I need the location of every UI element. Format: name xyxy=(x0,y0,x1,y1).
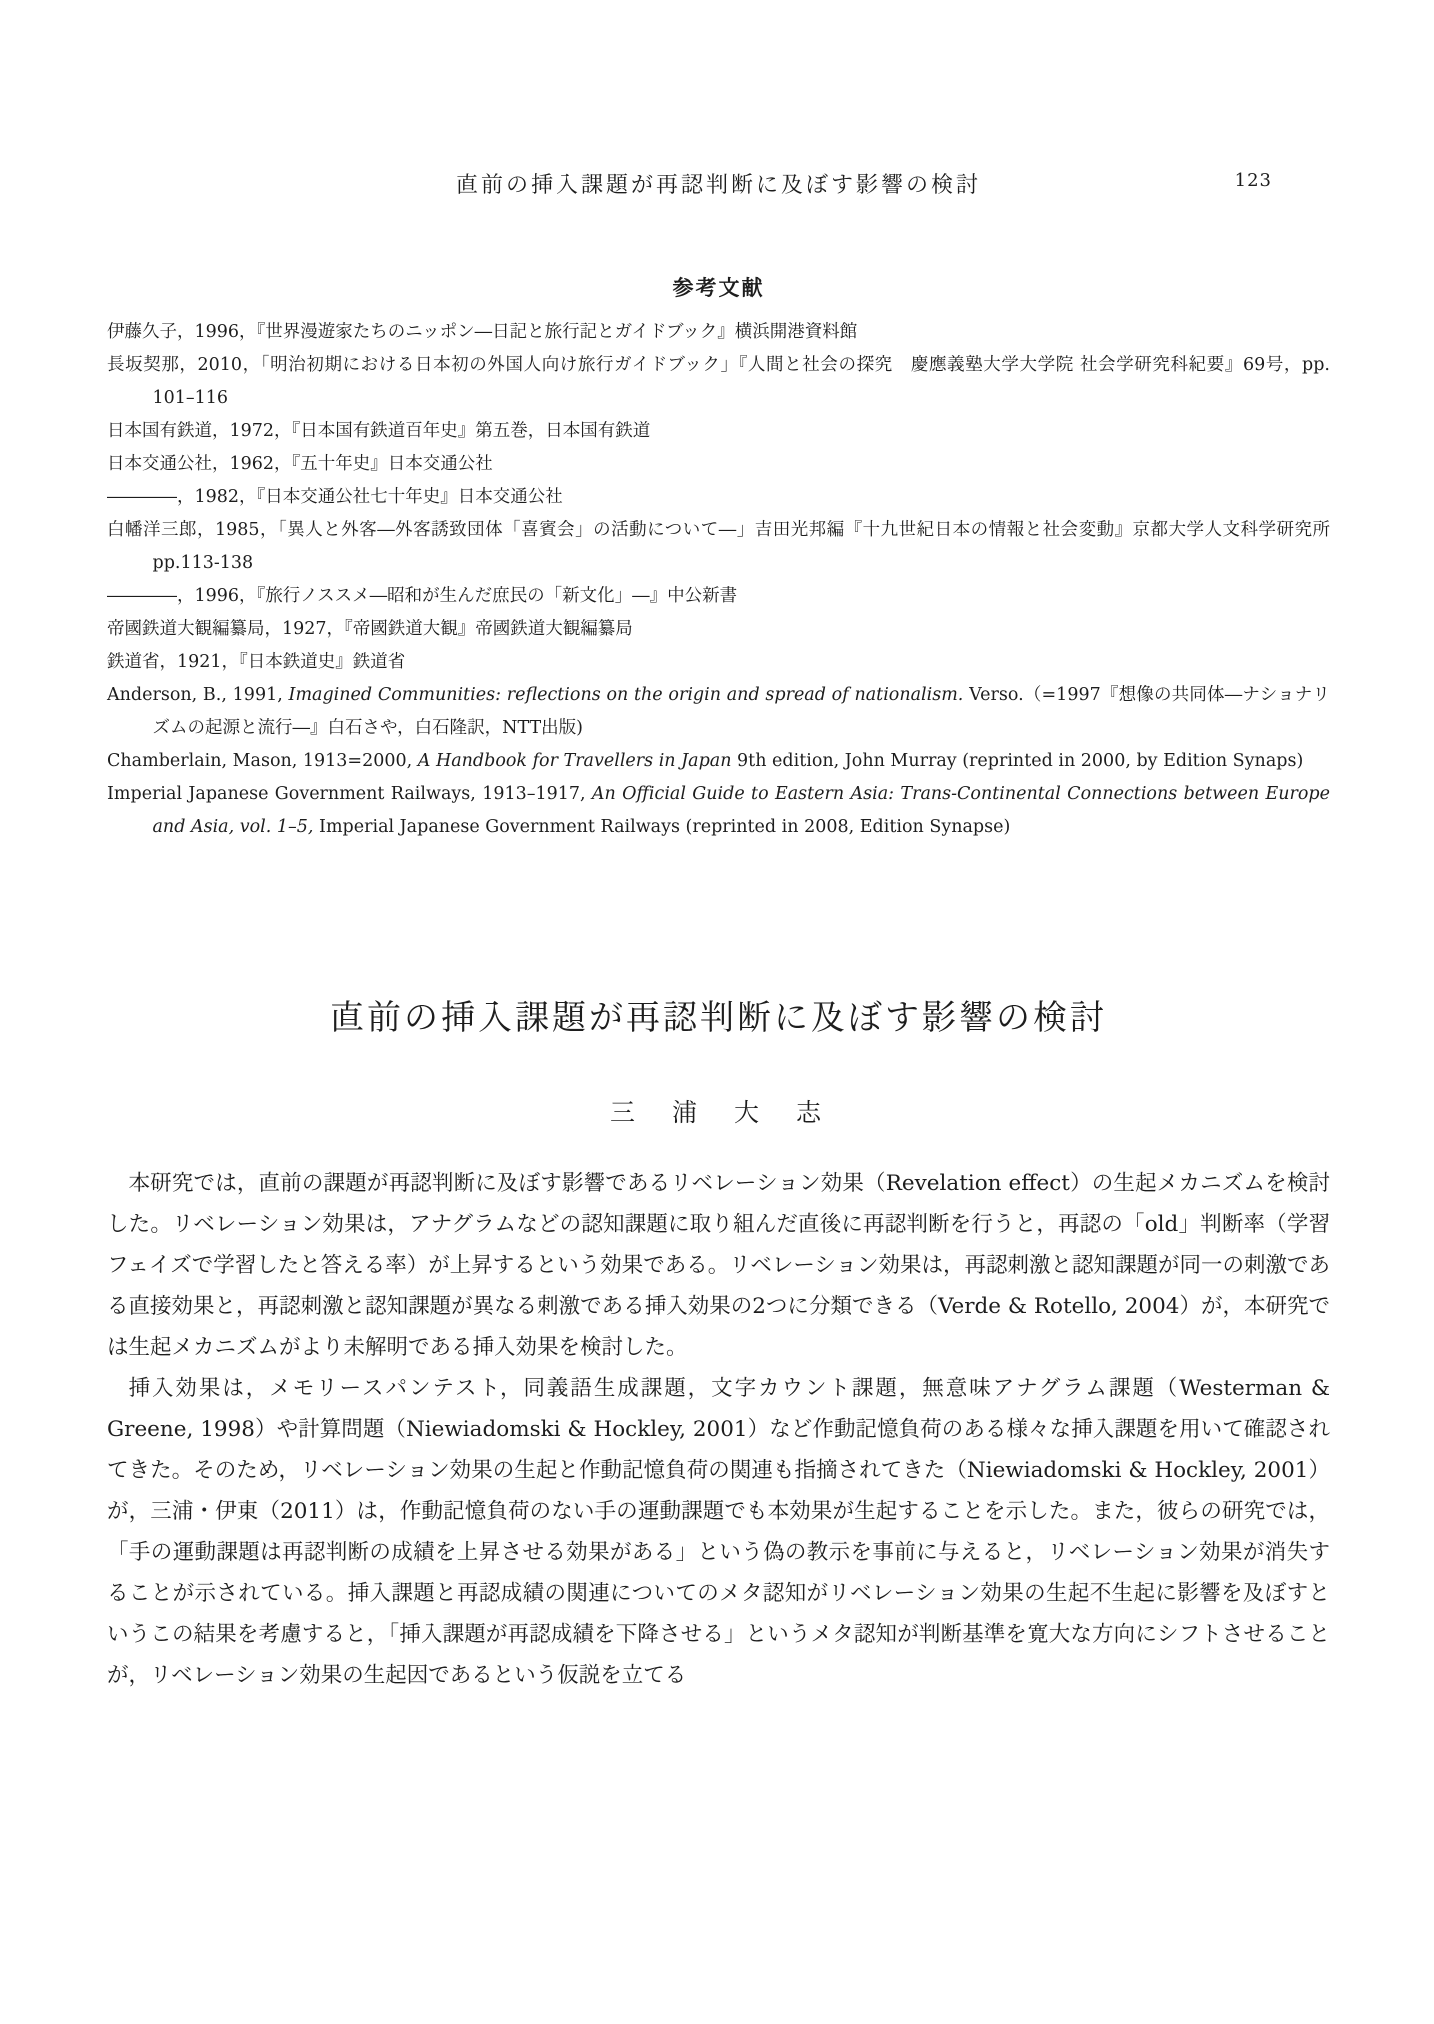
abstract-paragraph: 本研究では，直前の課題が再認判断に及ぼす影響であるリベレーション効果（Revelation effect）の生起メカニズムを検討した。リベレーション効果は，アナグラムなどの認知課題に取り組んだ直後に再認判断を行うと，再認の「old」判断率（学習フェイズで学習したと答える率）が上昇するという効果である。リベレーション効果は，再認刺激と認知課題が同一の刺激である直接効果と，再認刺激と認知課題が異なる刺激である挿入効果の2つに分類できる（Verde & Rotello, 2004）が，本研究では生起メカニズムがより未解明である挿入効果を検討した。 xyxy=(107,1171,1330,1360)
reference-entry: 鉄道省，1921，『日本鉄道史』鉄道省 xyxy=(107,652,406,672)
reference-entry: 伊藤久子，1996，『世界漫遊家たちのニッポン―日記と旅行記とガイドブック』横浜開港資料館 xyxy=(107,322,858,342)
article-title: 直前の挿入課題が再認判断に及ぼす影響の検討 xyxy=(330,998,1107,1038)
reference-entry: ――――，1982，『日本交通公社七十年史』日本交通公社 xyxy=(107,487,563,507)
abstract-body xyxy=(107,1163,1330,1696)
references-heading: 参考文献 xyxy=(672,275,765,300)
reference-list xyxy=(107,316,1330,844)
page-number: 123 xyxy=(1234,170,1272,191)
running-title: 直前の挿入課題が再認判断に及ぼす影響の検討 xyxy=(455,173,981,198)
reference-entry: Anderson, B., 1991, Imagined Communities: reflections on the origin and spread of nationalism. Verso.（=1997『想像の共同体―ナショナリズムの起源と流行―』白石さや，白石隆訳，NTT出版) xyxy=(107,685,1330,738)
reference-entry: 長坂契那，2010，「明治初期における日本初の外国人向け旅行ガイドブック」『人間と社会の探究 慶應義塾大学大学院 社会学研究科紀要』69号，pp. 101–116 xyxy=(107,355,1330,408)
reference-entry: ――――，1996，『旅行ノススメ―昭和が生んだ庶民の「新文化」―』中公新書 xyxy=(107,586,738,606)
article-author: 三 浦 大 志 xyxy=(609,1098,827,1127)
reference-entry: 帝國鉄道大観編纂局，1927，『帝國鉄道大観』帝國鉄道大観編纂局 xyxy=(107,619,633,639)
reference-entry: 日本国有鉄道，1972，『日本国有鉄道百年史』第五巻，日本国有鉄道 xyxy=(107,421,651,441)
abstract-paragraph: 挿入効果は，メモリースパンテスト，同義語生成課題，文字カウント課題，無意味アナグラム課題（Westerman & Greene, 1998）や計算問題（Niewiadomski & Hockley, 2001）など作動記憶負荷のある様々な挿入課題を用いて確認されてきた。そのため，リベレーション効果の生起と作動記憶負荷の関連も指摘されてきた（Niewiadomski & Hockley, 2001）が，三浦・伊東（2011）は，作動記憶負荷のない手の運動課題でも本効果が生起することを示した。また，彼らの研究では，「手の運動課題は再認判断の成績を上昇させる効果がある」という偽の教示を事前に与えると，リベレーション効果が消失することが示されている。挿入課題と再認成績の関連についてのメタ認知がリベレーション効果の生起不生起に影響を及ぼすというこの結果を考慮すると，「挿入課題が再認成績を下降させる」というメタ認知が判断基準を寛大な方向にシフトさせることが，リベレーション効果の生起因であるという仮説を立てる xyxy=(107,1376,1330,1688)
reference-entry: Imperial Japanese Government Railways, 1913–1917, An Official Guide to Eastern Asia: Trans-Continental Connections between Europe and Asia, vol. 1–5, Imperial Japanese Government Railways (reprinted in 2008, Edition Synapse) xyxy=(107,784,1330,837)
reference-entry: 日本交通公社，1962，『五十年史』日本交通公社 xyxy=(107,454,493,474)
page-header xyxy=(107,168,1330,198)
reference-entry: Chamberlain, Mason, 1913=2000, A Handbook for Travellers in Japan 9th edition, John Murray (reprinted in 2000, by Edition Synaps) xyxy=(107,751,1304,771)
reference-entry: 白幡洋三郎，1985，「異人と外客―外客誘致団体「喜賓会」の活動について―」吉田光邦編『十九世紀日本の情報と社会変動』京都大学人文科学研究所 pp.113-138 xyxy=(107,520,1330,573)
